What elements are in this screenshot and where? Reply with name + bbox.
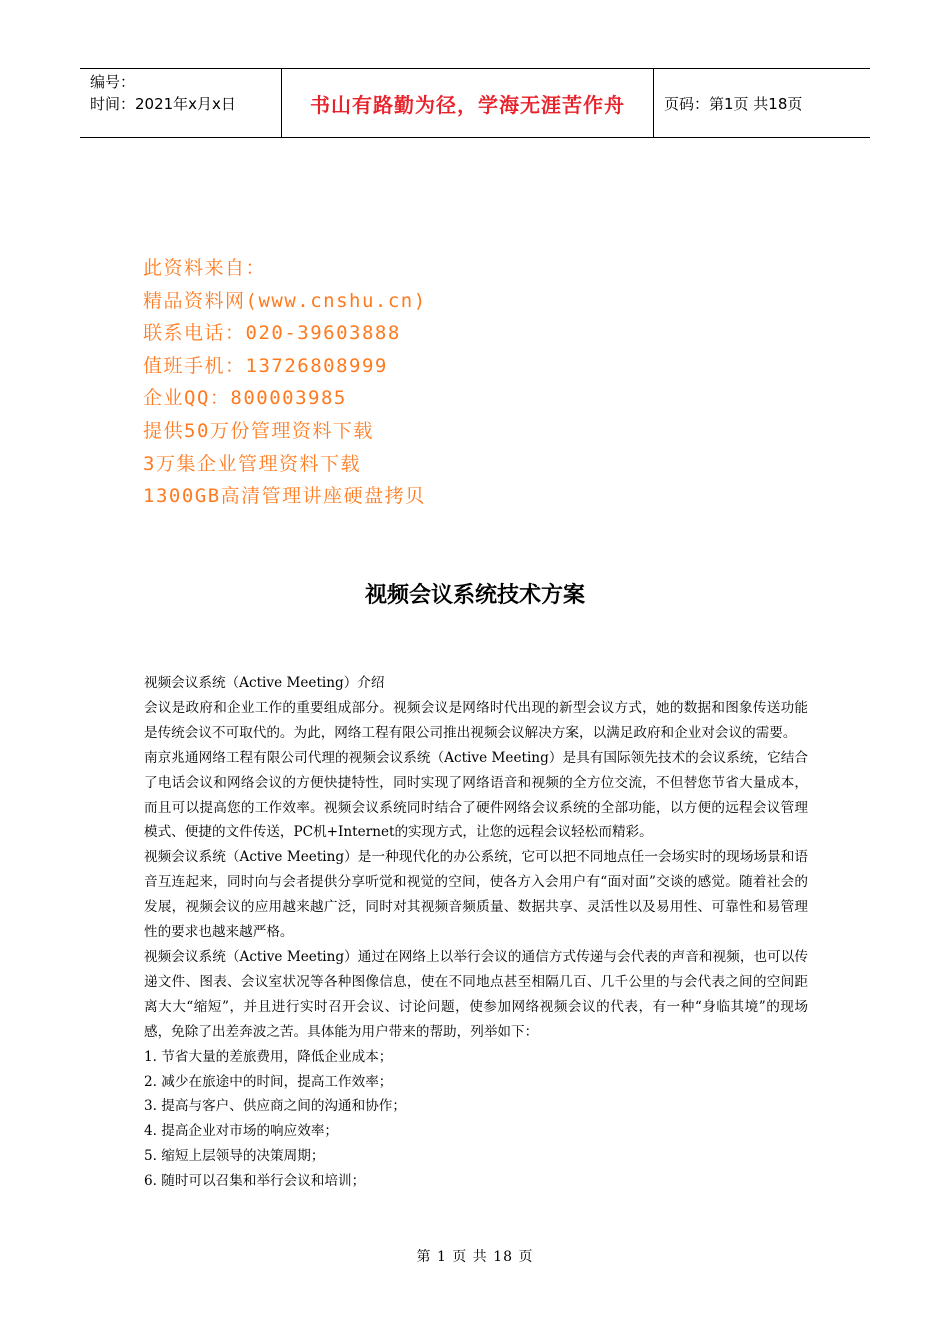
source-info-line: 精品资料网(www.cnshu.cn) (143, 289, 427, 312)
source-info-line: 此资料来自： (143, 257, 267, 279)
list-item: 3. 提高与客户、供应商之间的沟通和协作； (144, 1098, 406, 1115)
section-heading: 视频会议系统（Active Meeting）介绍 (144, 675, 385, 691)
header-motto: 书山有路勤为径，学海无涯苦作舟 (282, 69, 654, 137)
list-item: 4. 提高企业对市场的响应效率； (144, 1123, 339, 1140)
list-item: 6. 随时可以召集和举行会议和培训； (144, 1173, 366, 1190)
document-title: 视频会议系统技术方案 (364, 583, 585, 608)
header-meta (80, 69, 282, 137)
body-paragraph: 视频会议系统（Active Meeting）是一种现代化的办公系统，它可以把不同地点任一会场实时的现场场景和语音互连起来，同时向与会者提供分享听觉和视觉的空间，使各方入会用户有“面对面”交谈的感觉。随着社会的发展，视频会议的应用越来越广泛，同时对其视频音频质量、数据共享、灵活性以及易用性、可靠性和易管理性的要求也越来越严格。 (144, 849, 808, 941)
document-number-label: 编号： (90, 73, 136, 91)
source-info-line: 1300GB高清管理讲座硬盘拷贝 (143, 485, 426, 508)
source-info-line: 提供50万份管理资料下载 (143, 419, 374, 442)
source-info-line: 企业QQ：800003985 (143, 387, 347, 410)
document-time-label: 时间：2021年x月x日 (90, 95, 236, 113)
source-info-line: 联系电话：020-39603888 (143, 322, 401, 345)
source-info-block (143, 252, 427, 513)
body-paragraph: 视频会议系统（Active Meeting）通过在网络上以举行会议的通信方式传递与会代表的声音和视频，也可以传递文件、图表、会议室状况等各种图像信息，使在不同地点甚至相隔几百、几千公里的与会代表之间的空间距离大大“缩短”，并且进行实时召开会议、讨论问题，使参加网络视频会议的代表，有一种“身临其境”的现场感，免除了出差奔波之苦。具体能为用户带来的帮助，列举如下： (144, 948, 808, 1040)
list-item: 5. 缩短上层领导的决策周期； (144, 1148, 325, 1165)
source-info-line: 3万集企业管理资料下载 (143, 452, 361, 475)
page-header (80, 68, 870, 138)
page-footer: 第 1 页 共 18 页 (416, 1249, 534, 1265)
source-info-line: 值班手机：13726808999 (143, 354, 388, 377)
body-paragraph: 会议是政府和企业工作的重要组成部分。视频会议是网络时代出现的新型会议方式，她的数据和图象传送功能是传统会议不可取代的。为此，网络工程有限公司推出视频会议解决方案，以满足政府和企业对会议的需要。 (144, 699, 808, 741)
header-page-info: 页码：第1页 共18页 (664, 94, 803, 113)
body-paragraph: 南京兆通网络工程有限公司代理的视频会议系统（Active Meeting）是具有国际领先技术的会议系统，它结合了电话会议和网络会议的方便快捷特性，同时实现了网络语音和视频的全方位交流，不但替您节省大量成本，而且可以提高您的工作效率。视频会议系统同时结合了硬件网络会议系统的全部功能，以方便的远程会议管理模式、便捷的文件传送，PC机+Internet的实现方式，让您的远程会议轻松而精彩。 (144, 749, 808, 841)
document-body (144, 671, 808, 1194)
list-item: 1. 节省大量的差旅费用，降低企业成本； (144, 1048, 393, 1065)
list-item: 2. 减少在旅途中的时间，提高工作效率； (144, 1073, 393, 1090)
